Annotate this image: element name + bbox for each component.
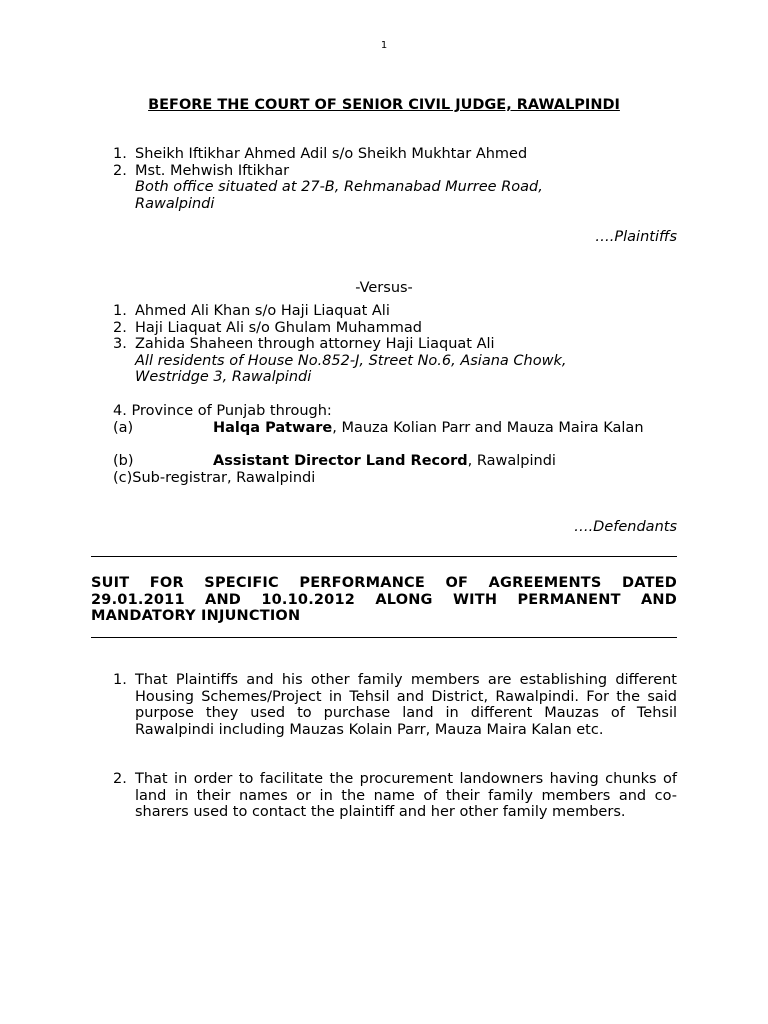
plaintiffs-list xyxy=(113,146,683,212)
plaintiffs-label: ….Plaintiffs xyxy=(595,229,677,245)
paragraph-item: 2. That in order to facilitate the procurement landowners having chunks of land in their names or in the name of their family members and co-sharers used to contact the plaintiff and her other family members. xyxy=(113,771,677,821)
suit-title: SUIT FOR SPECIFIC PERFORMANCE OF AGREEMENTS DATED 29.01.2011 AND 10.10.2012 ALONG WITH PERMANENT AND MANDATORY INJUNCTION xyxy=(91,575,677,625)
paragraph-item: 1. That Plaintiffs and his other family members are establishing different Housing Schemes/Project in Tehsil and District, Rawalpindi. For the said purpose they used to purchase land in different Mauzas of Tehsil Rawalpindi including Mauzas Kolain Parr, Mauza Maira Kalan etc. xyxy=(113,672,677,738)
province-sub-a: (a) Halqa Patware, Mauza Kolian Parr and Mauza Maira Kalan xyxy=(113,420,644,436)
province-sub-c: (c)Sub-registrar, Rawalpindi xyxy=(113,470,316,486)
plaintiffs-address: Both office situated at 27-B, Rehmanabad Murree Road, xyxy=(135,179,543,196)
plaintiffs-address: Rawalpindi xyxy=(135,195,215,212)
divider-top xyxy=(91,556,677,557)
plaintiff-item: 2. Mst. Mehwish Iftikhar xyxy=(113,162,290,179)
province-heading: 4. Province of Punjab through: xyxy=(113,403,332,419)
defendants-list xyxy=(113,303,683,386)
province-sub-b: (b) Assistant Director Land Record, Rawalpindi xyxy=(113,453,556,469)
versus-label: -Versus- xyxy=(355,280,413,296)
divider-bottom xyxy=(91,637,677,638)
court-title: BEFORE THE COURT OF SENIOR CIVIL JUDGE, RAWALPINDI xyxy=(148,97,620,113)
defendants-address: All residents of House No.852-J, Street No.6, Asiana Chowk, xyxy=(135,352,567,369)
plaintiff-item: 1. Sheikh Iftikhar Ahmed Adil s/o Sheikh Mukhtar Ahmed xyxy=(113,146,528,162)
defendants-address: Westridge 3, Rawalpindi xyxy=(135,369,312,386)
page-number: 1 xyxy=(380,40,388,51)
defendant-item: 2. Haji Liaquat Ali s/o Ghulam Muhammad xyxy=(113,319,422,336)
defendant-item: 1. Ahmed Ali Khan s/o Haji Liaquat Ali xyxy=(113,303,390,319)
defendants-label: ….Defendants xyxy=(574,519,677,535)
defendant-item: 3. Zahida Shaheen through attorney Haji Liaquat Ali xyxy=(113,336,495,353)
